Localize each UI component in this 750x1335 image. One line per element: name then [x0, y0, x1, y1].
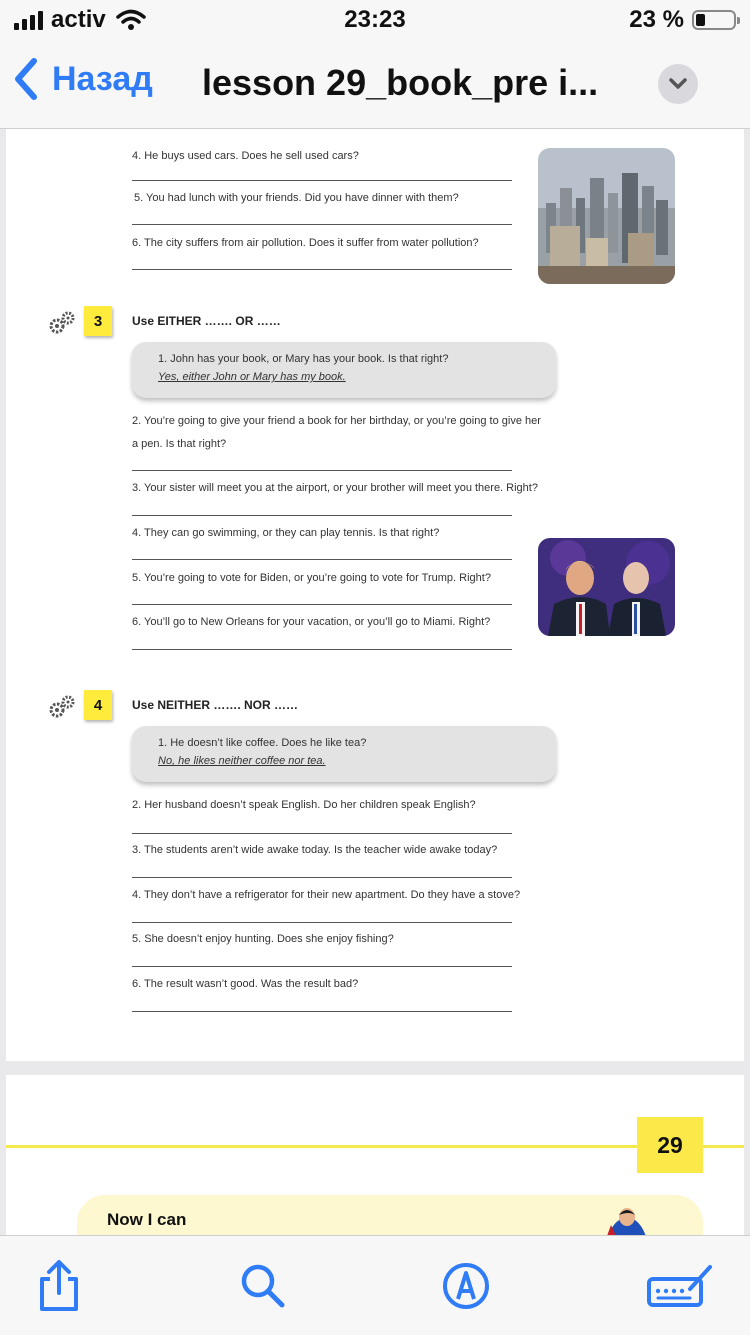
search-button[interactable] — [233, 1258, 293, 1314]
question: 6. You’ll go to New Orleans for your vacation, or you’ll go to Miami. Right? — [132, 616, 491, 628]
bottom-toolbar — [0, 1235, 750, 1335]
document-viewer[interactable] — [0, 129, 750, 1235]
city-photo — [538, 148, 675, 284]
question: 5. You had lunch with your friends. Did you have dinner with them? — [134, 192, 459, 204]
answer-line — [132, 224, 512, 225]
answer-line — [132, 180, 512, 181]
question-continued: a pen. Is that right? — [132, 438, 227, 450]
example-box — [132, 726, 556, 782]
question: 5. You’re going to vote for Biden, or you’re going to vote for Trump. Right? — [132, 572, 491, 584]
carrier-name: activ — [51, 6, 106, 33]
share-button[interactable] — [29, 1258, 89, 1314]
answer-line — [132, 966, 512, 967]
question: 2. Her husband doesn’t speak English. Do her children speak English? — [132, 799, 476, 811]
answer-line — [132, 922, 512, 923]
question: 6. The city suffers from air pollution. Does it suffer from water pollution? — [132, 237, 479, 249]
battery-percent: 23 % — [629, 6, 684, 33]
exercise-number: 3 — [84, 306, 112, 336]
answer-line — [132, 649, 512, 650]
question: 4. They can go swimming, or they can play tennis. Is that right? — [132, 527, 440, 539]
question: 5. She doesn’t enjoy hunting. Does she enjoy fishing? — [132, 933, 394, 945]
example-answer: No, he likes neither coffee nor tea. — [158, 755, 326, 767]
gears-icon — [48, 694, 76, 720]
exercise-number: 4 — [84, 690, 112, 720]
answer-line — [132, 269, 512, 270]
question: 3. The students aren’t wide awake today. Is the teacher wide awake today? — [132, 844, 498, 856]
question: 4. They don’t have a refrigerator for their new apartment. Do they have a stove? — [132, 889, 521, 901]
answer-line — [132, 877, 512, 878]
now-i-can-box — [77, 1195, 703, 1235]
markup-icon — [441, 1261, 491, 1311]
gears-icon — [48, 310, 76, 336]
answer-line — [132, 470, 512, 471]
exercise-heading: Use EITHER ……. OR …… — [132, 314, 281, 328]
now-i-can-title: Now I can — [107, 1210, 187, 1229]
nav-bar — [0, 44, 750, 129]
question: 3. Your sister will meet you at the airport, or your brother will meet you there. Right? — [132, 482, 538, 494]
chevron-down-icon — [668, 77, 688, 91]
back-label: Назад — [52, 59, 153, 98]
question: 6. The result wasn’t good. Was the result bad? — [132, 978, 359, 990]
status-bar — [0, 0, 750, 44]
chevron-left-icon — [14, 58, 38, 100]
example-question: 1. John has your book, or Mary has your book. Is that right? — [158, 353, 449, 365]
markup-button[interactable] — [436, 1258, 496, 1314]
answer-line — [132, 559, 512, 560]
example-question: 1. He doesn’t like coffee. Does he like tea? — [158, 737, 367, 749]
politicians-photo — [538, 538, 675, 636]
keyboard-button[interactable] — [645, 1258, 715, 1314]
share-icon — [36, 1259, 82, 1313]
answer-line — [132, 1011, 512, 1012]
question: 2. You’re going to give your friend a book for her birthday, or you’re going to give her — [132, 415, 541, 427]
answer-line — [132, 833, 512, 834]
battery-status — [629, 6, 736, 34]
document-page-next — [6, 1075, 744, 1235]
page-number: 29 — [637, 1117, 703, 1173]
question: 4. He buys used cars. Does he sell used cars? — [132, 150, 359, 162]
answer-line — [132, 515, 512, 516]
battery-icon — [692, 10, 736, 30]
superhero-icon — [601, 1207, 653, 1235]
clock: 23:23 — [344, 6, 406, 33]
document-title: lesson 29_book_pre i... — [202, 62, 599, 103]
page-divider — [6, 1145, 744, 1148]
example-box — [132, 342, 556, 398]
answer-line — [132, 604, 512, 605]
back-button[interactable] — [14, 58, 153, 100]
keyboard-edit-icon — [646, 1263, 714, 1309]
example-answer: Yes, either John or Mary has my book. — [158, 371, 346, 383]
title-menu-button[interactable] — [658, 64, 698, 104]
search-icon — [239, 1262, 287, 1310]
exercise-heading: Use NEITHER ……. NOR …… — [132, 698, 299, 712]
document-page — [6, 129, 744, 1061]
